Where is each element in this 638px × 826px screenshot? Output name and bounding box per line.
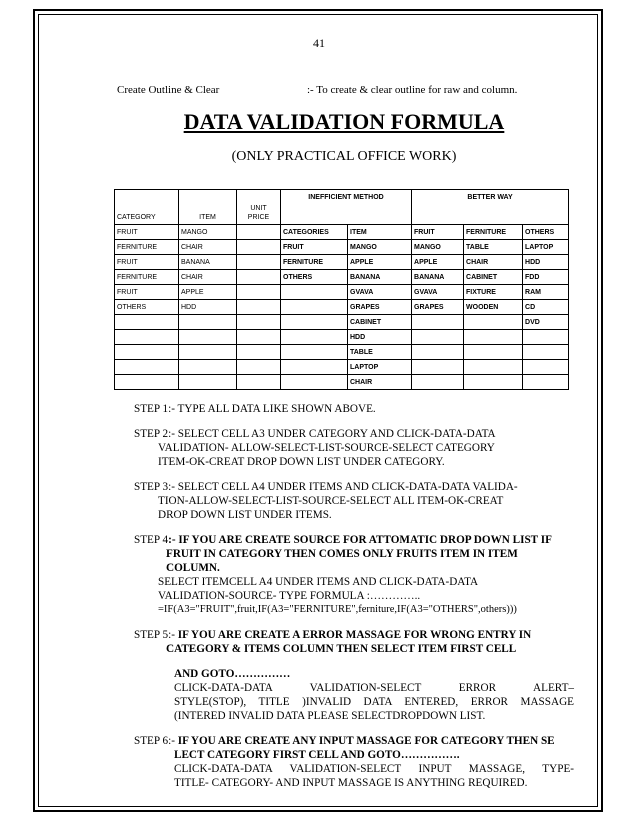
cell-better-others: HDD	[523, 255, 569, 270]
cell-unit-price	[237, 300, 281, 315]
cell-better-fruit	[412, 315, 464, 330]
step-6-heading: IF YOU ARE CREATE ANY INPUT MASSAGE FOR CATEGORY THEN SE	[174, 735, 555, 747]
step-4-label: STEP 4	[134, 534, 169, 546]
cell-ineff-category	[281, 300, 348, 315]
step-6-line-1	[134, 734, 574, 748]
table-row	[115, 240, 569, 255]
cell-better-ferniture	[464, 330, 523, 345]
table-row	[115, 315, 569, 330]
cell-better-others: LAPTOP	[523, 240, 569, 255]
step-6-label: STEP 6:-	[134, 735, 175, 747]
step-6-line-3: CLICK-DATA-DATA VALIDATION-SELECT INPUT MASSAGE, TYPE-	[174, 763, 574, 775]
cell-ineff-category	[281, 345, 348, 360]
step-3-line-1: STEP 3:- SELECT CELL A4 UNDER ITEMS AND CLICK-DATA-DATA VALIDA-	[134, 481, 518, 493]
step-5-line-6: (INTERED INVALID DATA PLEASE SELECTDROPDOWN LIST.	[174, 710, 486, 722]
cell-better-ferniture: FIXTURE	[464, 285, 523, 300]
cell-better-ferniture	[464, 315, 523, 330]
cell-better-fruit: MANGO	[412, 240, 464, 255]
step-3-line-3: DROP DOWN LIST UNDER ITEMS.	[158, 509, 332, 521]
cell-better-ferniture: TABLE	[464, 240, 523, 255]
page-number: 41	[313, 36, 325, 50]
cell-item: CHAIR	[179, 270, 237, 285]
step-2-line-2: VALIDATION- ALLOW-SELECT-LIST-SOURCE-SELECT CATEGORY	[158, 442, 495, 454]
header-better-way: BETTER WAY	[412, 190, 569, 225]
cell-unit-price	[237, 360, 281, 375]
cell-better-others: FDD	[523, 270, 569, 285]
outline-label: Create Outline & Clear	[117, 84, 220, 96]
table-row	[115, 375, 569, 390]
step-1: STEP 1:- TYPE ALL DATA LIKE SHOWN ABOVE.	[134, 403, 376, 415]
header-category: CATEGORY	[115, 190, 179, 225]
cell-item	[179, 315, 237, 330]
header-inefficient-method: INEFFICIENT METHOD	[281, 190, 412, 225]
step-6-line-4: TITLE- CATEGORY- AND INPUT MASSAGE IS ANYTHING REQUIRED.	[174, 777, 528, 789]
cell-category: FERNITURE	[115, 240, 179, 255]
cell-unit-price	[237, 375, 281, 390]
cell-better-others	[523, 330, 569, 345]
cell-better-fruit: FRUIT	[412, 225, 464, 240]
cell-item: APPLE	[179, 285, 237, 300]
step-5-heading: IF YOU ARE CREATE A ERROR MASSAGE FOR WRONG ENTRY IN	[174, 629, 532, 641]
cell-better-ferniture: FERNITURE	[464, 225, 523, 240]
cell-unit-price	[237, 330, 281, 345]
cell-ineff-item: GRAPES	[348, 300, 412, 315]
cell-better-others: RAM	[523, 285, 569, 300]
cell-ineff-category	[281, 360, 348, 375]
page-title: DATA VALIDATION FORMULA	[183, 109, 505, 134]
table-row	[115, 225, 569, 240]
cell-ineff-category	[281, 330, 348, 345]
step-5-line-3: AND GOTO……………	[174, 668, 291, 680]
cell-better-fruit: BANANA	[412, 270, 464, 285]
cell-unit-price	[237, 225, 281, 240]
cell-item	[179, 375, 237, 390]
cell-item: BANANA	[179, 255, 237, 270]
cell-category	[115, 375, 179, 390]
cell-item	[179, 345, 237, 360]
cell-item: MANGO	[179, 225, 237, 240]
cell-category: FRUIT	[115, 225, 179, 240]
cell-better-others: DVD	[523, 315, 569, 330]
cell-item: HDD	[179, 300, 237, 315]
step-4-heading: :- IF YOU ARE CREATE SOURCE FOR ATTOMATIC DROP DOWN LIST IF	[168, 534, 552, 546]
cell-better-others: OTHERS	[523, 225, 569, 240]
cell-better-ferniture: CHAIR	[464, 255, 523, 270]
cell-ineff-item: ITEM	[348, 225, 412, 240]
cell-category	[115, 315, 179, 330]
cell-item	[179, 330, 237, 345]
cell-item	[179, 360, 237, 375]
step-4-line-3: COLUMN.	[166, 562, 220, 574]
cell-ineff-item: LAPTOP	[348, 360, 412, 375]
cell-unit-price	[237, 315, 281, 330]
cell-better-ferniture	[464, 345, 523, 360]
step-5-line-4: CLICK-DATA-DATA VALIDATION-SELECT ERROR ALERT–	[174, 682, 574, 694]
cell-ineff-category: FRUIT	[281, 240, 348, 255]
cell-category: OTHERS	[115, 300, 179, 315]
outline-description: :- To create & clear outline for raw and column.	[307, 84, 518, 96]
cell-better-others	[523, 360, 569, 375]
table-row	[115, 360, 569, 375]
step-4-line-4: SELECT ITEMCELL A4 UNDER ITEMS AND CLICK-DATA-DATA	[158, 576, 479, 588]
table-row	[115, 330, 569, 345]
table-row	[115, 285, 569, 300]
step-5-line-1	[134, 628, 574, 642]
page-subtitle: (ONLY PRACTICAL OFFICE WORK)	[231, 149, 457, 164]
cell-ineff-category: FERNITURE	[281, 255, 348, 270]
cell-ineff-category	[281, 285, 348, 300]
step-4-line-2: FRUIT IN CATEGORY THEN COMES ONLY FRUITS ITEM IN ITEM	[166, 548, 518, 560]
cell-ineff-item: TABLE	[348, 345, 412, 360]
cell-better-fruit	[412, 375, 464, 390]
cell-category	[115, 330, 179, 345]
cell-category	[115, 345, 179, 360]
step-5-label: STEP 5:-	[134, 629, 175, 641]
cell-unit-price	[237, 285, 281, 300]
cell-better-others	[523, 345, 569, 360]
cell-unit-price	[237, 240, 281, 255]
cell-better-fruit	[412, 345, 464, 360]
cell-better-ferniture	[464, 375, 523, 390]
cell-ineff-category	[281, 375, 348, 390]
table-row	[115, 255, 569, 270]
cell-unit-price	[237, 255, 281, 270]
cell-ineff-item: CABINET	[348, 315, 412, 330]
cell-better-fruit: GRAPES	[412, 300, 464, 315]
table-row	[115, 300, 569, 315]
step-4-line-1	[134, 533, 574, 547]
cell-better-fruit: APPLE	[412, 255, 464, 270]
step-3-line-2: TION-ALLOW-SELECT-LIST-SOURCE-SELECT ALL ITEM-OK-CREAT	[158, 495, 504, 507]
step-2-line-3: ITEM-OK-CREAT DROP DOWN LIST UNDER CATEGORY.	[158, 456, 445, 468]
cell-category: FERNITURE	[115, 270, 179, 285]
cell-ineff-item: HDD	[348, 330, 412, 345]
cell-unit-price	[237, 270, 281, 285]
cell-ineff-item: APPLE	[348, 255, 412, 270]
cell-category: FRUIT	[115, 285, 179, 300]
step-5-line-2: CATEGORY & ITEMS COLUMN THEN SELECT ITEM FIRST CELL	[166, 643, 517, 655]
table-row	[115, 270, 569, 285]
cell-ineff-item: GVAVA	[348, 285, 412, 300]
header-unit-price: UNIT PRICE	[237, 190, 281, 225]
cell-item: CHAIR	[179, 240, 237, 255]
cell-better-others	[523, 375, 569, 390]
step-5-line-5: STYLE(STOP), TITLE )INVALID DATA ENTERED, ERROR MASSAGE	[174, 696, 574, 708]
table-header-row	[115, 190, 569, 225]
cell-ineff-category	[281, 315, 348, 330]
step-2-line-1: STEP 2:- SELECT CELL A3 UNDER CATEGORY AND CLICK-DATA-DATA	[134, 428, 496, 440]
cell-category	[115, 360, 179, 375]
cell-ineff-item: BANANA	[348, 270, 412, 285]
cell-better-ferniture: CABINET	[464, 270, 523, 285]
cell-ineff-item: CHAIR	[348, 375, 412, 390]
data-validation-table	[114, 189, 569, 390]
cell-better-fruit	[412, 360, 464, 375]
cell-unit-price	[237, 345, 281, 360]
cell-category: FRUIT	[115, 255, 179, 270]
cell-better-fruit: GVAVA	[412, 285, 464, 300]
cell-ineff-item: MANGO	[348, 240, 412, 255]
cell-better-fruit	[412, 330, 464, 345]
steps-section	[134, 402, 574, 790]
step-4-line-5: VALIDATION-SOURCE- TYPE FORMULA :…………..	[158, 590, 421, 602]
header-item: ITEM	[179, 190, 237, 225]
cell-better-ferniture	[464, 360, 523, 375]
cell-better-ferniture: WOODEN	[464, 300, 523, 315]
cell-ineff-category: OTHERS	[281, 270, 348, 285]
cell-ineff-category: CATEGORIES	[281, 225, 348, 240]
step-6-line-2: LECT CATEGORY FIRST CELL AND GOTO…………….	[174, 749, 460, 761]
step-4-formula: =IF(A3="FRUIT",fruit,IF(A3="FERNITURE",ferniture,IF(A3="OTHERS",others)))	[158, 604, 517, 615]
table-row	[115, 345, 569, 360]
cell-better-others: CD	[523, 300, 569, 315]
